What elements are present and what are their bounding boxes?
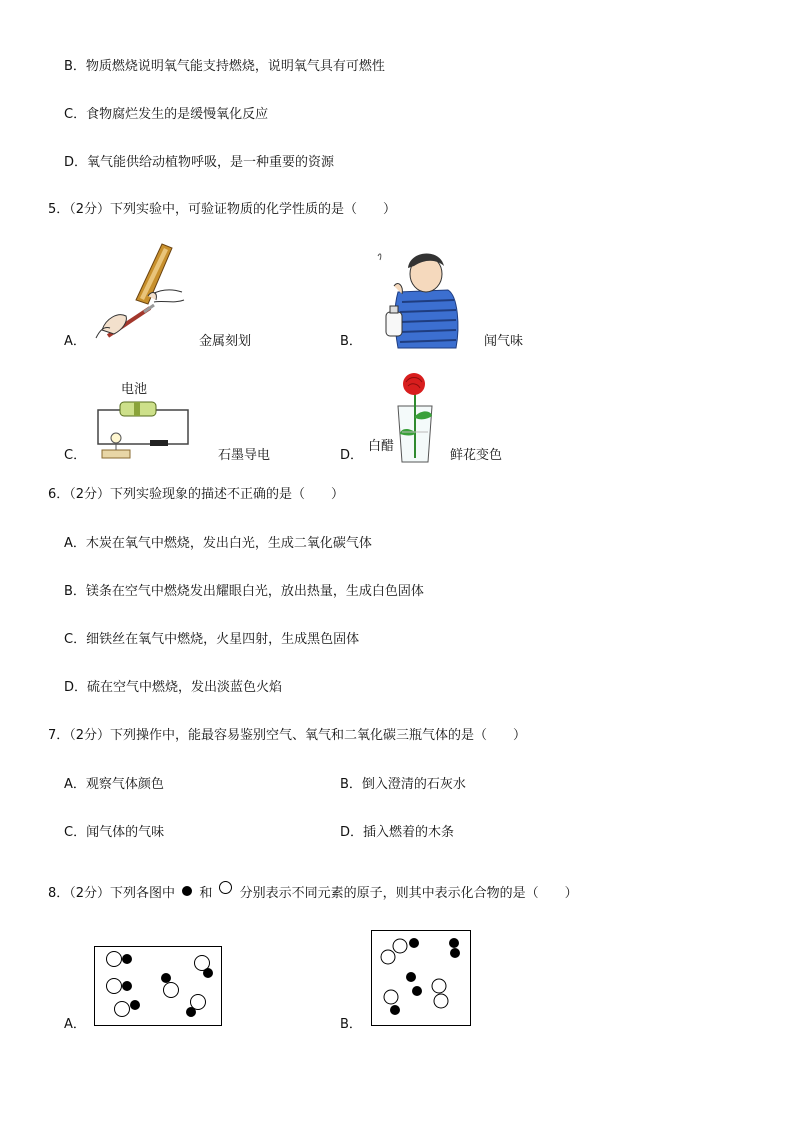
q7-option-d: D．插入燃着的木条 <box>340 825 455 840</box>
q7-option-c: C．闻气体的气味 <box>64 825 165 840</box>
q7-stem: 7．（2分）下列操作中，能最容易鉴别空气、氧气和二氧化碳三瓶气体的是（ ） <box>48 728 527 743</box>
q8-molecule-box-a <box>94 946 222 1026</box>
q8-stem <box>48 881 578 903</box>
graphite-circuit-illustration <box>94 398 194 462</box>
white-atom-icon <box>219 881 232 894</box>
q8-option-b-letter: B． <box>340 1017 362 1032</box>
q8-stem-part2: 和 <box>199 886 213 901</box>
q8-stem-part3: 分别表示不同元素的原子，则其中表示化合物的是（ ） <box>239 886 578 901</box>
battery-label: 电池 <box>121 382 148 397</box>
q5-option-a-caption: 金属刻划 <box>199 334 252 349</box>
q8-stem-part1: 8．（2分）下列各图中 <box>48 886 176 901</box>
black-atom-icon <box>182 886 192 896</box>
q8-molecule-box-b <box>371 930 471 1026</box>
q4-option-c: C．食物腐烂发生的是缓慢氧化反应 <box>64 107 269 122</box>
q7-option-b: B．倒入澄清的石灰水 <box>340 777 466 792</box>
vinegar-label: 白醋 <box>368 439 395 454</box>
q5-option-a-letter: A． <box>64 334 86 349</box>
q5-option-b-caption: 闻气味 <box>484 334 524 349</box>
q5-option-d-caption: 鲜花变色 <box>450 448 503 463</box>
smelling-boy-illustration <box>368 246 464 350</box>
q5-option-b-letter: B． <box>340 334 362 349</box>
q5-option-c-caption: 石墨导电 <box>218 448 271 463</box>
q6-option-c: C．细铁丝在氧气中燃烧，火星四射，生成黑色固体 <box>64 632 360 647</box>
metal-scratch-illustration <box>92 238 188 348</box>
q7-option-a: A．观察气体颜色 <box>64 777 164 792</box>
q5-option-c-letter: C． <box>64 448 87 463</box>
q6-option-d: D．硫在空气中燃烧，发出淡蓝色火焰 <box>64 680 283 695</box>
q6-option-a: A．木炭在氧气中燃烧，发出白光，生成二氧化碳气体 <box>64 536 372 551</box>
q4-option-d: D．氧气能供给动植物呼吸，是一种重要的资源 <box>64 155 335 170</box>
q5-option-d-letter: D． <box>340 448 364 463</box>
rose-in-vinegar-illustration <box>392 372 438 464</box>
q5-stem: 5．（2分）下列实验中，可验证物质的化学性质的是（ ） <box>48 202 397 217</box>
q6-stem: 6．（2分）下列实验现象的描述不正确的是（ ） <box>48 487 345 502</box>
q4-option-b: B．物质燃烧说明氧气能支持燃烧，说明氧气具有可燃性 <box>64 59 385 74</box>
q6-option-b: B．镁条在空气中燃烧发出耀眼白光，放出热量，生成白色固体 <box>64 584 424 599</box>
q8-option-a-letter: A． <box>64 1017 86 1032</box>
